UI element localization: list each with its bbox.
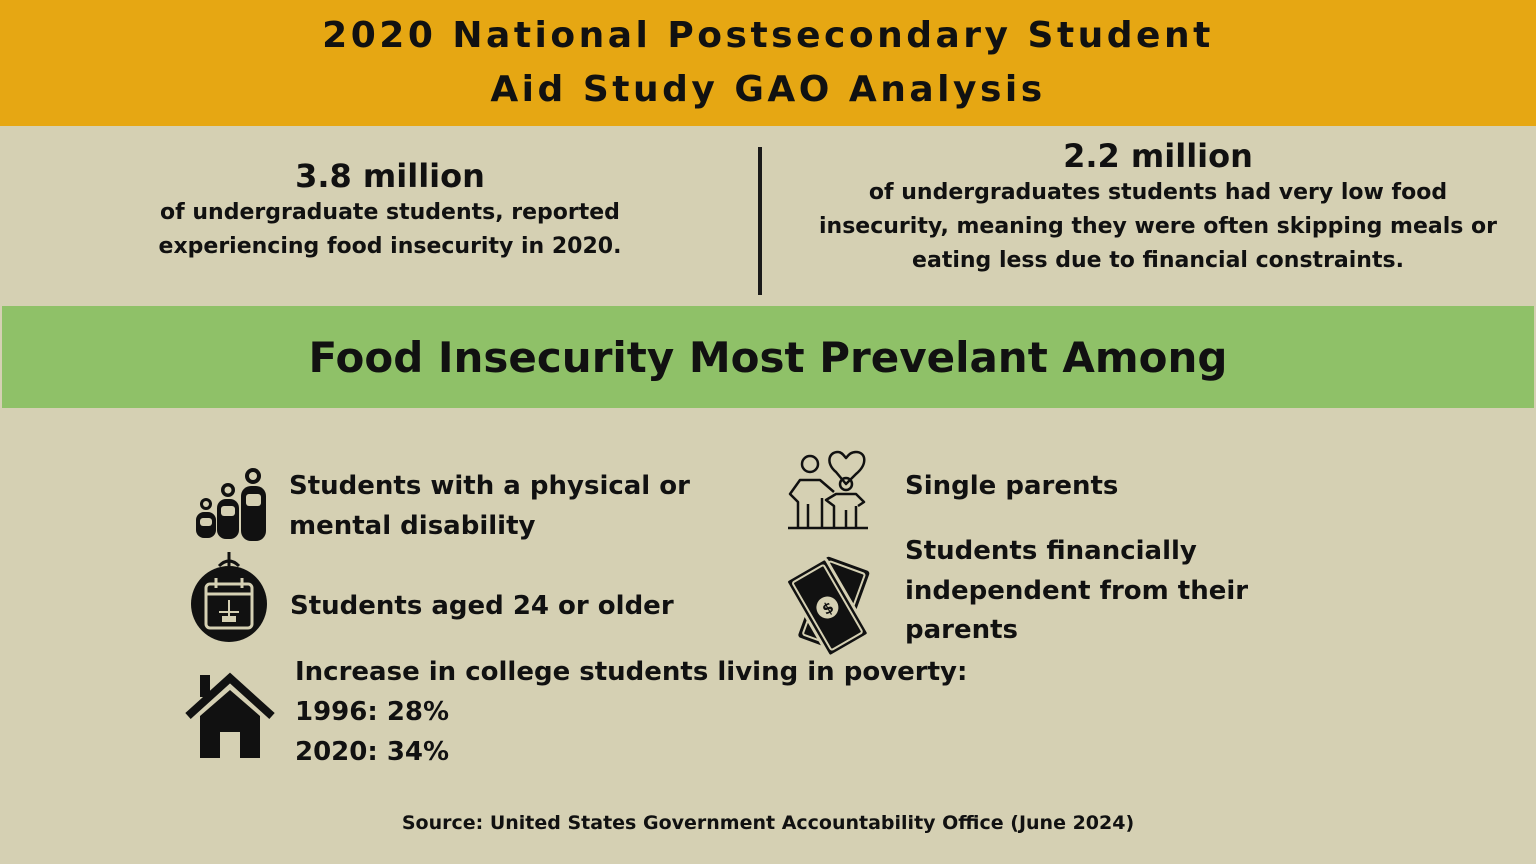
svg-text:$: $ bbox=[818, 597, 837, 619]
section-banner bbox=[2, 306, 1534, 408]
section-title: Food Insecurity Most Prevelant Among bbox=[308, 332, 1228, 382]
item-line: mental disability bbox=[289, 511, 536, 541]
source-citation: Source: United States Government Accountability Office (June 2024) bbox=[401, 812, 1135, 834]
item-age: Students aged 24 or older bbox=[290, 591, 674, 621]
stat-desc-line: insecurity, meaning they were often skipping meals or bbox=[819, 214, 1497, 239]
header-banner bbox=[0, 0, 1536, 126]
item-line: 1996: 28% bbox=[295, 697, 450, 727]
item-disability bbox=[289, 466, 690, 546]
item-line: independent from their bbox=[905, 575, 1249, 606]
item-line: Students financially bbox=[905, 536, 1197, 566]
item-financially-independent bbox=[905, 532, 1248, 651]
stat-desc-line: eating less due to financial constraints. bbox=[912, 248, 1404, 273]
item-line: Increase in college students living in poverty: bbox=[295, 657, 968, 687]
item-line: parents bbox=[905, 615, 1019, 645]
page-title-line1: 2020 National Postsecondary Student bbox=[322, 15, 1214, 56]
stat-value: 2.2 million bbox=[1063, 137, 1253, 175]
stat-desc-line: of undergraduate students, reported bbox=[160, 200, 620, 225]
house-icon bbox=[184, 672, 276, 766]
parent-child-heart-icon bbox=[786, 448, 870, 534]
item-line: 2020: 34% bbox=[295, 737, 450, 767]
item-single-parents: Single parents bbox=[905, 471, 1119, 501]
money-bills-icon bbox=[780, 554, 880, 662]
item-poverty bbox=[295, 652, 967, 772]
stat-divider bbox=[758, 147, 762, 295]
stat-desc-line: of undergraduates students had very low food bbox=[868, 180, 1448, 205]
stat-value: 3.8 million bbox=[295, 157, 485, 195]
stat-very-low-food-security bbox=[800, 136, 1516, 278]
stat-food-insecurity bbox=[120, 156, 660, 264]
family-figures-icon bbox=[192, 466, 270, 550]
stat-desc-line: experiencing food insecurity in 2020. bbox=[158, 234, 622, 259]
calendar-icon bbox=[189, 550, 269, 648]
item-line: Students with a physical or bbox=[289, 471, 690, 501]
page-title-line2: Aid Study GAO Analysis bbox=[490, 69, 1046, 110]
